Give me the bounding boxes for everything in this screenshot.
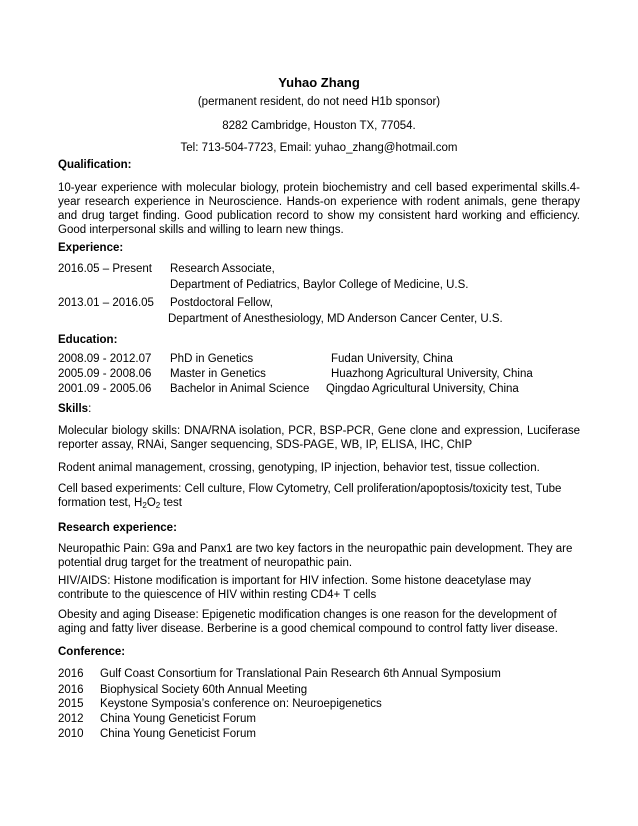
qualification-text: 10-year experience with molecular biology, protein biochemistry and cell based experimental skills.4-year research experience in Neuroscience. Hands-on experience with rodent animals, gene therapy and drug target finding. Good publication record to show my consistent hard working and efficiency. Good interpersonal skills and willing to learn new things. [58, 182, 580, 236]
conference-name: Biophysical Society 60th Annual Meeting [100, 684, 308, 696]
experience-item [58, 296, 580, 326]
education-dates: 2005.09 - 2008.06 [58, 368, 152, 380]
conference-heading: Conference: [58, 646, 126, 658]
skills-cell-prefix: Cell based experiments: Cell culture, Flow Cytometry, Cell proliferation/apoptosis/toxicity test, Tube formation test, H [58, 483, 562, 509]
education-school: Qingdao Agricultural University, China [326, 383, 519, 395]
experience-dates: 2013.01 – 2016.05 [58, 297, 154, 309]
conference-item [58, 727, 580, 741]
research-item: Neuropathic Pain: G9a and Panx1 are two key factors in the neuropathic pain development. They are potential drug target for the treatment of neuropathic pain. [58, 543, 573, 569]
experience-item [58, 262, 580, 292]
conference-item [58, 697, 580, 711]
skills-heading-label: Skills [58, 403, 89, 415]
skills-molecular: Molecular biology skills: DNA/RNA isolation, PCR, BSP-PCR, Gene clone and expression, Luciferase reporter assay, RNAi, Sanger sequencing, SDS-PAGE, WB, IP, ELISA, IHC, ChIP [58, 425, 580, 451]
education-item [58, 352, 580, 366]
conference-name: Keystone Symposia’s conference on: Neuroepigenetics [100, 698, 382, 710]
education-heading: Education: [58, 334, 118, 346]
skills-cell-sub1: 2 [142, 501, 147, 510]
skills-cell-sub2: 2 [155, 501, 161, 510]
skills-heading [58, 402, 91, 416]
education-degree: Bachelor in Animal Science [170, 383, 310, 395]
conference-name: China Young Geneticist Forum [100, 728, 256, 740]
education-school: Fudan University, China [331, 353, 453, 365]
experience-title: Postdoctoral Fellow, [170, 297, 273, 309]
experience-org: Department of Pediatrics, Baylor College of Medicine, U.S. [170, 279, 469, 291]
research-item: HIV/AIDS: Histone modification is important for HIV infection. Some histone deacetylase may contribute to the quiescence of HIV within resting CD4+ T cells [58, 575, 531, 601]
experience-heading: Experience: [58, 242, 124, 254]
conference-name: China Young Geneticist Forum [100, 713, 256, 725]
address: 8282 Cambridge, Houston TX, 77054. [222, 120, 416, 132]
conference-year: 2015 [58, 698, 84, 710]
education-dates: 2008.09 - 2012.07 [58, 353, 152, 365]
contact-info: Tel: 713-504-7723, Email: yuhao_zhang@hotmail.com [180, 142, 458, 154]
conference-year: 2012 [58, 713, 84, 725]
education-school: Huazhong Agricultural University, China [331, 368, 533, 380]
resume-name: Yuhao Zhang [278, 75, 360, 90]
education-degree: Master in Genetics [170, 368, 266, 380]
research-heading: Research experience: [58, 522, 177, 534]
research-item: Obesity and aging Disease: Epigenetic modification changes is one reason for the development of aging and fatty liver disease. Berberine is a good chemical compound to control fatty liver disease. [58, 609, 558, 635]
conference-year: 2016 [58, 684, 84, 696]
conference-name: Gulf Coast Consortium for Translational Pain Research 6th Annual Symposium [100, 668, 501, 680]
conference-item [58, 667, 580, 681]
education-item [58, 367, 580, 381]
experience-org: Department of Anesthesiology, MD Anderson Cancer Center, U.S. [168, 313, 503, 325]
skills-rodent: Rodent animal management, crossing, genotyping, IP injection, behavior test, tissue collection. [58, 462, 540, 474]
conference-item [58, 683, 580, 697]
conference-year: 2010 [58, 728, 84, 740]
education-degree: PhD in Genetics [170, 353, 254, 365]
education-dates: 2001.09 - 2005.06 [58, 383, 152, 395]
skills-cell [58, 482, 580, 510]
education-item [58, 382, 580, 396]
skills-heading-colon: : [88, 403, 92, 415]
experience-dates: 2016.05 – Present [58, 263, 152, 275]
qualification-heading: Qualification: [58, 159, 132, 171]
conference-year: 2016 [58, 668, 84, 680]
experience-title: Research Associate, [170, 263, 275, 275]
skills-cell-mid: O [146, 497, 156, 509]
skills-cell-suffix: test [160, 497, 182, 509]
residency-status: (permanent resident, do not need H1b sponsor) [197, 96, 441, 108]
conference-item [58, 712, 580, 726]
